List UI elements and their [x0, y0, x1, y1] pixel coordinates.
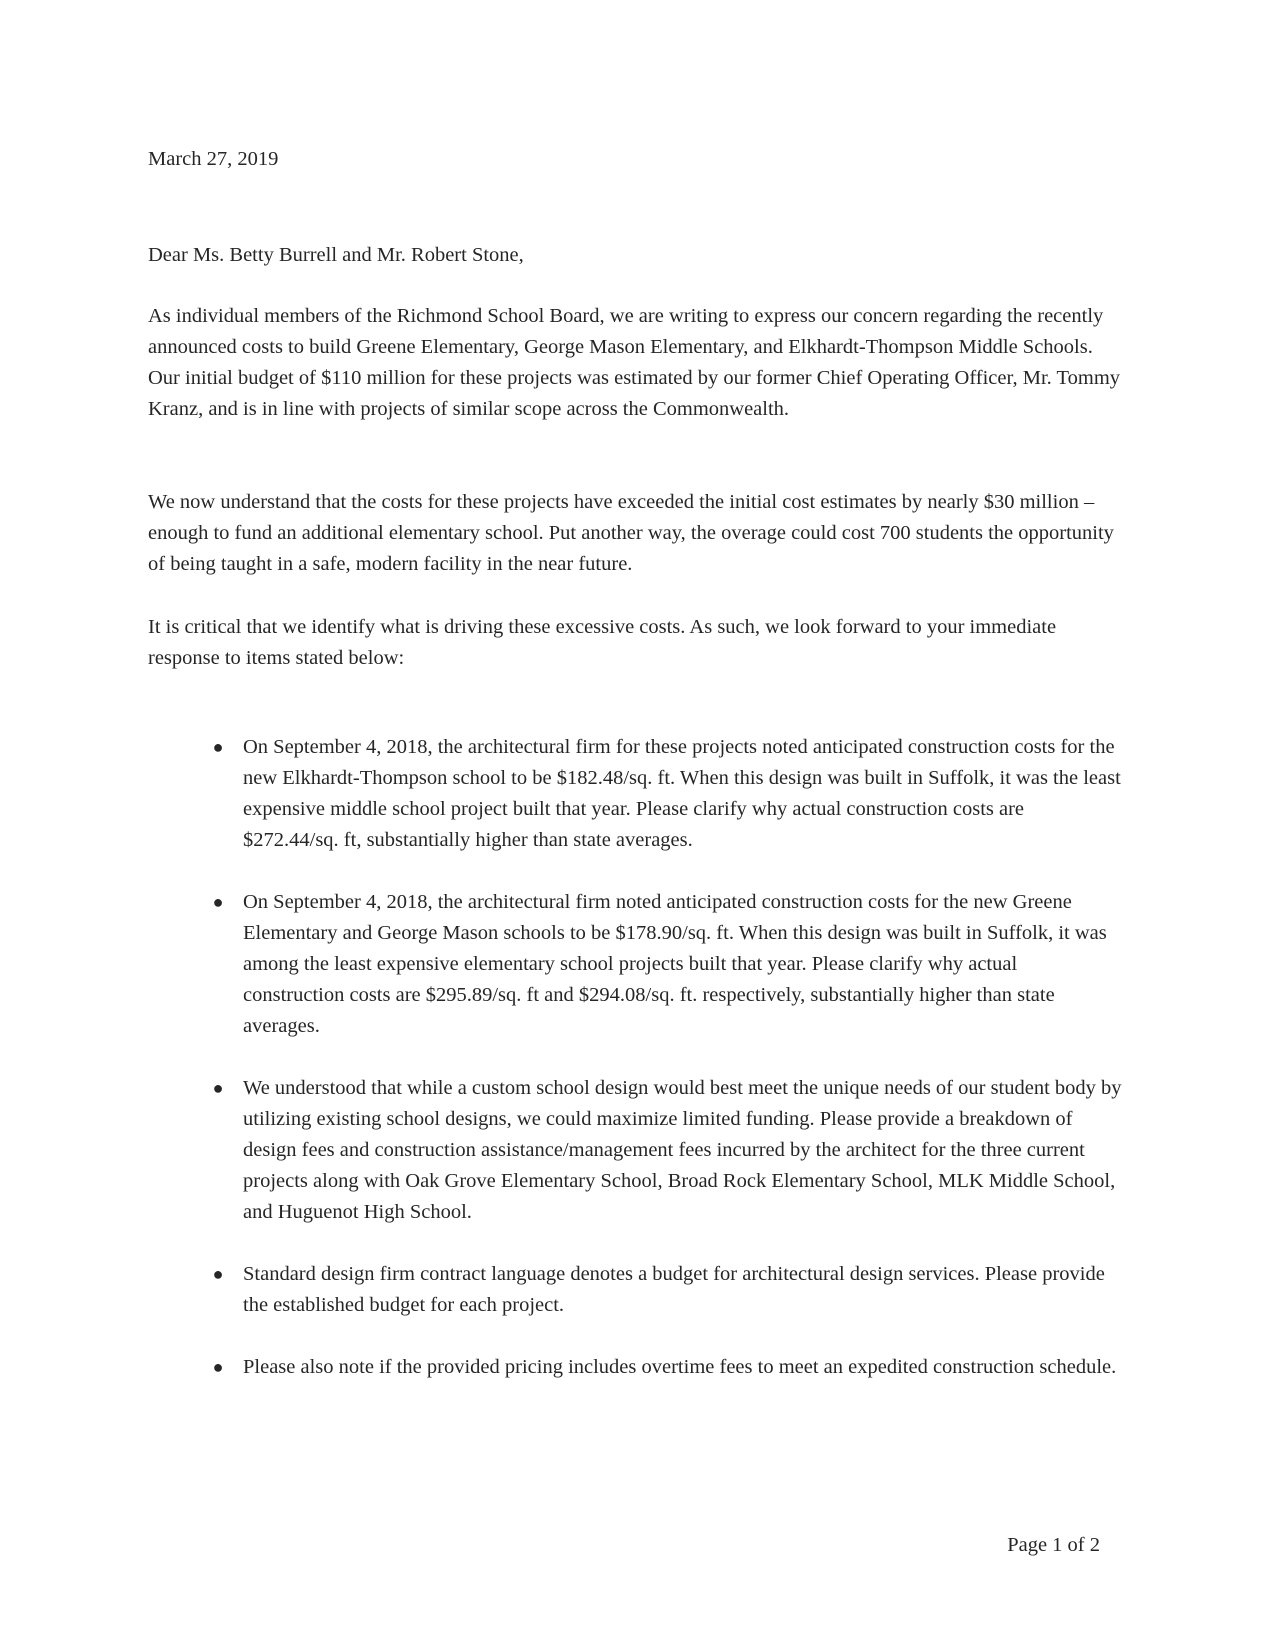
list-item-text: Standard design firm contract language denotes a budget for architectural design services. Please provide the established budget for each project. [243, 1263, 1105, 1316]
bullet-icon: ● [212, 1357, 224, 1377]
body-paragraph: As individual members of the Richmond School Board, we are writing to express our concern regarding the recently announced costs to build Greene Elementary, George Mason Elementary, and Elkhardt-Thompson Middle Schools. Our initial budget of $110 million for these projects was estimated by our former Chief Operating Officer, Mr. Tommy Kranz, and is in line with projects of similar scope across the Commonwealth. [148, 305, 1121, 420]
body-paragraph: It is critical that we identify what is driving these excessive costs. As such, we look forward to your immediate response to items stated below: [148, 616, 1057, 669]
bullet-icon: ● [212, 892, 224, 912]
list-item [148, 732, 1123, 856]
bullet-icon: ● [212, 737, 224, 757]
list-item [148, 1352, 1123, 1383]
list-item [148, 1259, 1123, 1321]
body-paragraph: We now understand that the costs for these projects have exceeded the initial cost estimates by nearly $30 million – enough to fund an additional elementary school. Put another way, the overage could cost 700 students the opportunity of being taught in a safe, modern facility in the near future. [148, 491, 1114, 575]
bullet-icon: ● [212, 1078, 224, 1098]
list-item-text: Please also note if the provided pricing includes overtime fees to meet an expedited construction schedule. [243, 1356, 1117, 1378]
letter-salutation: Dear Ms. Betty Burrell and Mr. Robert Stone, [148, 244, 524, 266]
list-item-text: On September 4, 2018, the architectural firm noted anticipated construction costs for the new Greene Elementary and George Mason schools to be $178.90/sq. ft. When this design was built in Suffolk, it was among the least expensive elementary school projects built that year. Please clarify why actual construction costs are $295.89/sq. ft and $294.08/sq. ft. respectively, substantially higher than state averages. [243, 891, 1107, 1037]
request-list [148, 732, 1123, 1414]
list-item-text: We understood that while a custom school design would best meet the unique needs of our student body by utilizing existing school designs, we could maximize limited funding. Please provide a breakdown of design fees and construction assistance/management fees incurred by the architect for the three current projects along with Oak Grove Elementary School, Broad Rock Elementary School, MLK Middle School, and Huguenot High School. [243, 1077, 1122, 1223]
page-number: Page 1 of 2 [1007, 1534, 1100, 1556]
list-item [148, 887, 1123, 1042]
list-item [148, 1073, 1123, 1228]
letter-date: March 27, 2019 [148, 148, 279, 170]
list-item-text: On September 4, 2018, the architectural firm for these projects noted anticipated construction costs for the new Elkhardt-Thompson school to be $182.48/sq. ft. When this design was built in Suffolk, it was the least expensive middle school project built that year. Please clarify why actual construction costs are $272.44/sq. ft, substantially higher than state averages. [243, 736, 1121, 851]
bullet-icon: ● [212, 1264, 224, 1284]
